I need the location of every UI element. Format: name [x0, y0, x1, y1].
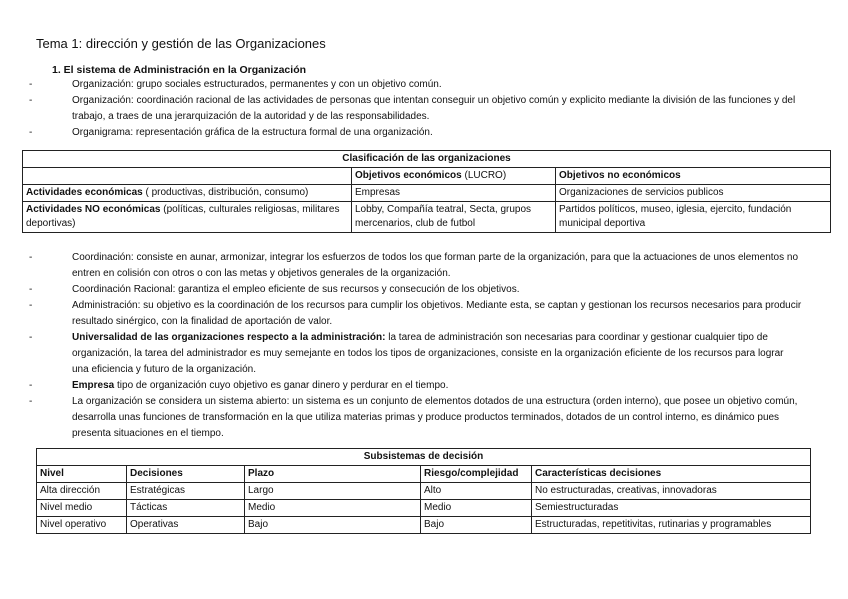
list-item	[27, 93, 802, 125]
list-item-definition: Coordinación Racional: garantiza el empleo eficiente de sus recursos y consecución de los objetivos.	[72, 284, 520, 295]
header-econ-label: Objetivos económicos	[355, 170, 465, 181]
bullet-dash: -	[29, 396, 33, 407]
list-item	[27, 298, 802, 330]
table-cell: Bajo	[245, 517, 421, 534]
list-item-definition: Coordinación: consiste en aunar, armonizar, integrar los esfuerzos de todos los que forman parte de la organización, para que la actuaciones de unos elementos no entren en colisión con otros o con las metas y objetivos generales de la organización.	[72, 252, 799, 279]
list-item-text: Organización: coordinación racional de las actividades de personas que intentan conseguir un objetivo común y explicito mediante la división de las funciones y del trabajo, a traes de una jerarquización de la autoridad y de las responsabilidades.	[72, 95, 796, 122]
column-header: Plazo	[245, 466, 421, 483]
table-cell: No estructuradas, creativas, innovadoras	[532, 483, 811, 500]
definitions-list	[27, 77, 802, 141]
list-item-definition: La organización se considera un sistema abierto: un sistema es un conjunto de elementos dotados de una estructura (orden interno), que posee un objetivo común, desarrolla unas funciones de transformación en la que utiliza materias primas y produce productos terminados, dotados de un control interno, es dinámico pues presenta situaciones en el tiempo.	[72, 396, 798, 439]
table-cell: Alto	[421, 483, 532, 500]
bullet-dash: -	[29, 380, 33, 391]
row-header	[23, 202, 352, 233]
list-item-text: Organigrama: representación gráfica de la estructura formal de una organización.	[72, 127, 433, 138]
list-item-definition: Administración: su objetivo es la coordinación de los recursos para cumplir los objetivos. Mediante esta, se captan y gestionan los recursos necesarios para producir resultado sinérgico, con la finalidad de aportación de valor.	[72, 300, 802, 327]
table-row	[23, 185, 831, 202]
table-cell: Estratégicas	[127, 483, 245, 500]
row-label-note: (políticas, culturales religiosas, militares deportivas)	[26, 204, 340, 229]
list-item-term: Empresa	[72, 380, 115, 391]
table-cell: Alta dirección	[37, 483, 127, 500]
column-header: Decisiones	[127, 466, 245, 483]
table-cell: Lobby, Compañía teatral, Secta, grupos mercenarios, club de futbol	[352, 202, 556, 233]
table-cell: Semiestructuradas	[532, 500, 811, 517]
list-item-text	[72, 378, 802, 394]
list-item-definition: la tarea de administración son necesarias para coordinar y gestionar cualquier tipo de organización, la tarea del administrador es muy semejante en todos los tipos de organizaciones, consiste en la organización eficiente de los recursos para lograr una eficiencia y futuro de la organización.	[72, 332, 784, 375]
section-heading: 1. El sistema de Administración en la Organización	[52, 64, 307, 76]
column-header: Riesgo/complejidad	[421, 466, 532, 483]
table-header-row	[23, 168, 831, 185]
row-label: Actividades NO económicas	[26, 204, 161, 215]
list-item-text	[72, 250, 802, 282]
list-item-text: Organización: grupo sociales estructurados, permanentes y con un objetivo común.	[72, 79, 442, 90]
list-item-text	[72, 282, 802, 298]
table-cell: Nivel medio	[37, 500, 127, 517]
header-econ-note: (LUCRO)	[464, 170, 507, 181]
document-title: Tema 1: dirección y gestión de las Organizaciones	[36, 36, 326, 51]
bullet-dash: -	[29, 300, 33, 311]
list-item	[27, 77, 802, 93]
table-header-row	[37, 466, 811, 483]
table-caption: Clasificación de las organizaciones	[23, 151, 831, 168]
table-cell: Medio	[421, 500, 532, 517]
table-row	[23, 202, 831, 233]
table-cell: Largo	[245, 483, 421, 500]
concepts-list	[27, 250, 802, 442]
bullet-dash: -	[29, 127, 33, 138]
list-item	[27, 378, 802, 394]
list-item-term: Universalidad de las organizaciones respecto a la administración:	[72, 332, 386, 343]
column-header: Nivel	[37, 466, 127, 483]
column-header-noecon: Objetivos no económicos	[556, 168, 831, 185]
column-header: Características decisiones	[532, 466, 811, 483]
bullet-dash: -	[29, 332, 33, 343]
decision-subsystems-table	[36, 448, 811, 534]
table-cell: Medio	[245, 500, 421, 517]
table-cell: Operativas	[127, 517, 245, 534]
table-row	[37, 500, 811, 517]
list-item	[27, 250, 802, 282]
bullet-dash: -	[29, 95, 33, 106]
row-label: Actividades económicas	[26, 187, 143, 198]
table-row	[37, 483, 811, 500]
table-cell: Bajo	[421, 517, 532, 534]
list-item	[27, 282, 802, 298]
table-cell: Empresas	[352, 185, 556, 202]
list-item-text	[72, 330, 802, 378]
table-cell: Partidos políticos, museo, iglesia, ejercito, fundación municipal deportiva	[556, 202, 831, 233]
list-item-text	[72, 394, 802, 442]
table-caption: Subsistemas de decisión	[37, 449, 811, 466]
list-item-text	[72, 298, 802, 330]
classification-table	[22, 150, 831, 233]
list-item	[27, 330, 802, 378]
bullet-dash: -	[29, 284, 33, 295]
bullet-dash: -	[29, 252, 33, 263]
table-cell	[23, 168, 352, 185]
column-header-econ	[352, 168, 556, 185]
bullet-dash: -	[29, 79, 33, 90]
table-cell: Nivel operativo	[37, 517, 127, 534]
table-cell: Organizaciones de servicios publicos	[556, 185, 831, 202]
row-header	[23, 185, 352, 202]
table-cell: Estructuradas, repetitivitas, rutinarias y programables	[532, 517, 811, 534]
list-item	[27, 125, 802, 141]
table-cell: Tácticas	[127, 500, 245, 517]
list-item	[27, 394, 802, 442]
list-item-definition: tipo de organización cuyo objetivo es ganar dinero y perdurar en el tiempo.	[114, 380, 449, 391]
row-label-note: ( productivas, distribución, consumo)	[142, 187, 309, 198]
table-row	[37, 517, 811, 534]
